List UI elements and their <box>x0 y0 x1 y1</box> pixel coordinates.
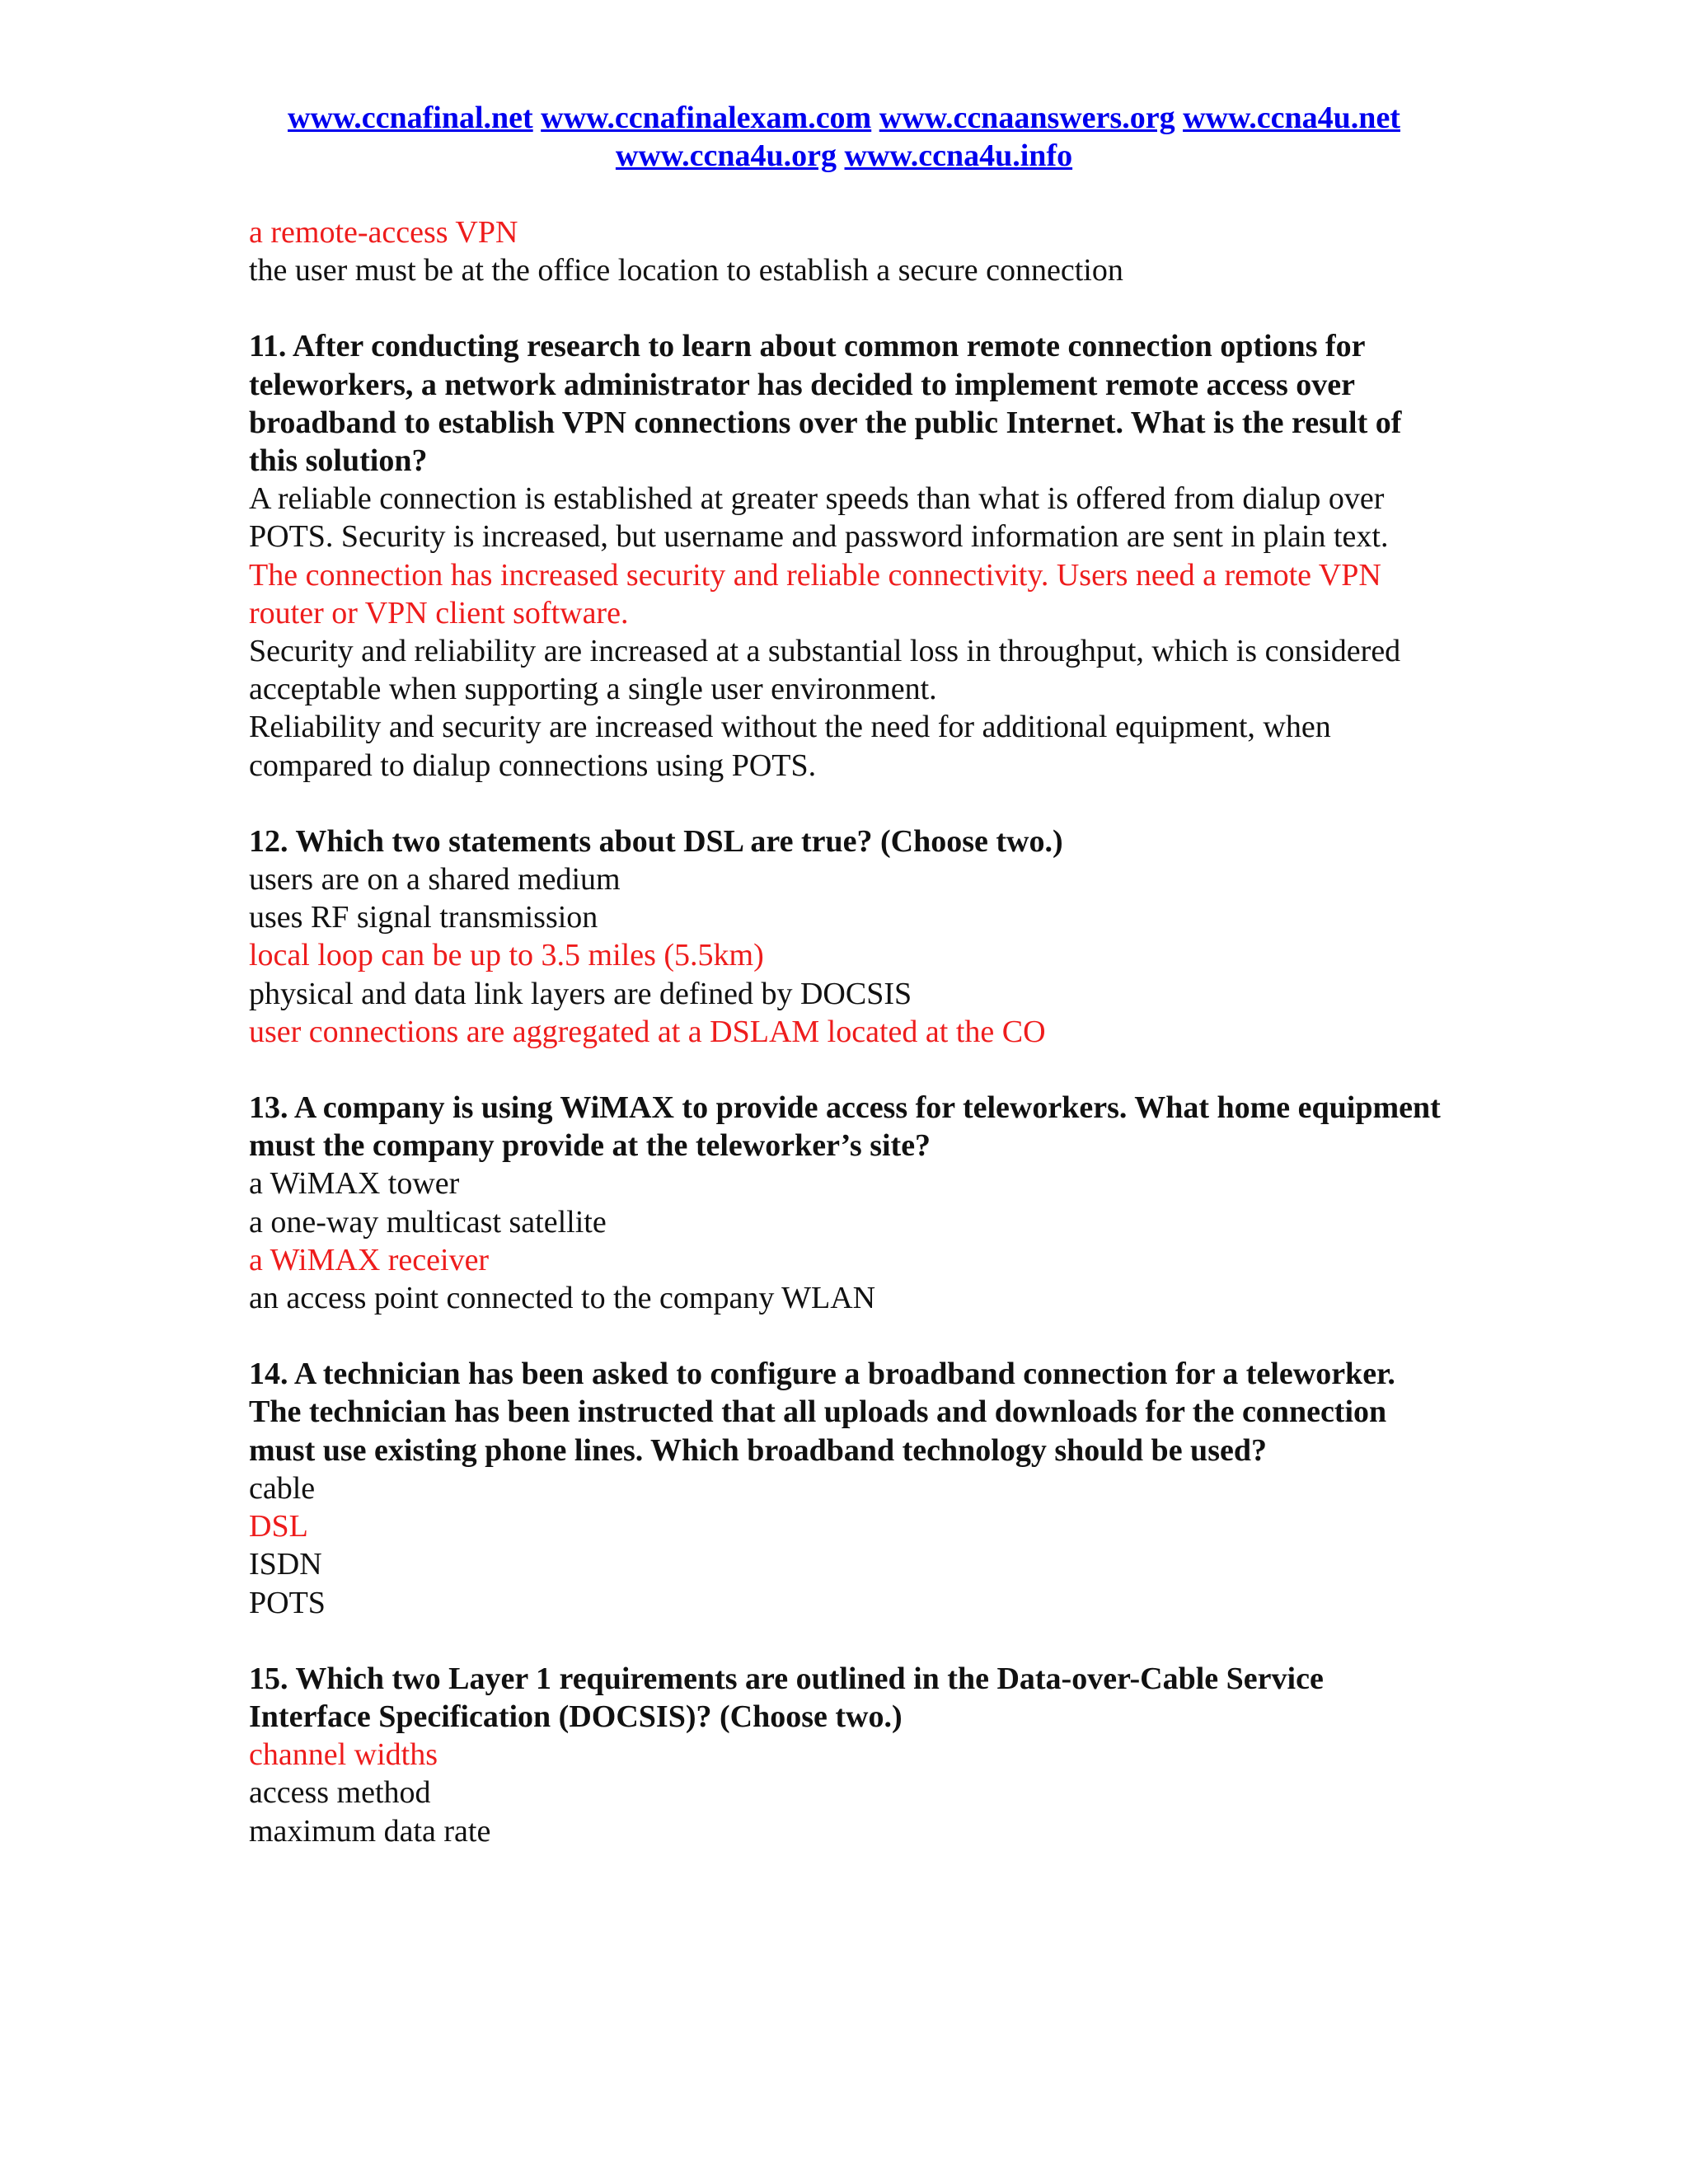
answer-option: ISDN <box>249 1547 322 1582</box>
header-links-line-2 <box>0 137 1688 175</box>
answer-option-correct: a WiMAX receiver <box>249 1242 490 1277</box>
question-block-14 <box>249 1355 1452 1621</box>
question-text: 14. A technician has been asked to configure a broadband connection for a teleworker. The technician has been instructed that all uploads and downloads for the connection must use existing phone lines. Which broadband technology should be used? <box>249 1357 1395 1468</box>
answer-option: a one-way multicast satellite <box>249 1204 607 1240</box>
answer-option: the user must be at the office location to establish a secure connection <box>249 253 1123 288</box>
answer-option: Security and reliability are increased at a substantial loss in throughput, which is considered acceptable when supporting a single user environment. <box>249 634 1401 707</box>
question-number: 14 <box>249 1357 280 1392</box>
question-prompt: Which two statements about DSL are true? (Choose two.) <box>295 823 1063 859</box>
answer-option-correct: DSL <box>249 1509 308 1544</box>
question-number: 12 <box>249 823 280 859</box>
header-link-ccnafinal-net[interactable]: www.ccnafinal.net <box>288 101 533 135</box>
answer-option: a WiMAX tower <box>249 1166 460 1202</box>
header-links <box>0 99 1688 175</box>
answer-option-correct: The connection has increased security and reliable connectivity. Users need a remote VPN router or VPN client software. <box>249 557 1381 630</box>
header-links-line-1 <box>0 99 1688 137</box>
answer-option: an access point connected to the company WLAN <box>249 1281 876 1316</box>
answer-option: access method <box>249 1775 431 1811</box>
answer-option: Reliability and security are increased without the need for additional equipment, when compared to dialup connections using POTS. <box>249 710 1331 783</box>
question-text: 13. A company is using WiMAX to provide access for teleworkers. What home equipment must the company provide at the teleworker’s site? <box>249 1090 1441 1164</box>
answer-option-correct: local loop can be up to 3.5 miles (5.5km) <box>249 938 764 973</box>
question-block-15 <box>249 1660 1452 1850</box>
question-number: 13 <box>249 1090 280 1126</box>
answer-option-correct: user connections are aggregated at a DSLAM located at the CO <box>249 1014 1046 1049</box>
answer-option: uses RF signal transmission <box>249 900 598 935</box>
question-number: 15 <box>249 1661 280 1696</box>
answer-option: cable <box>249 1470 316 1506</box>
answer-option: A reliable connection is established at greater speeds than what is offered from dialup over POTS. Security is increased, but username and password information are sent in plain text. <box>249 481 1389 555</box>
answer-option: maximum data rate <box>249 1813 491 1849</box>
header-link-ccnaanswers-org[interactable]: www.ccnaanswers.org <box>879 101 1175 135</box>
question-prompt: A company is using WiMAX to provide access for teleworkers. What home equipment must the company provide at the teleworker’s site? <box>249 1090 1441 1164</box>
question-block-12 <box>249 823 1452 1051</box>
question-text: 12. Which two statements about DSL are true? (Choose two.) <box>249 823 1063 859</box>
header-link-ccnafinalexam-com[interactable]: www.ccnafinalexam.com <box>541 101 872 135</box>
answer-option-correct: a remote-access VPN <box>249 215 518 250</box>
question-prompt: After conducting research to learn about common remote connection options for teleworkers, a network administrator has decided to implement remote access over broadband to establish VPN connections over the public Internet. What is the result of this solution? <box>249 329 1402 479</box>
question-block-11 <box>249 327 1452 784</box>
question-number: 11 <box>249 329 279 364</box>
answer-option: POTS <box>249 1585 326 1620</box>
answer-option-correct: channel widths <box>249 1737 438 1773</box>
answer-option: users are on a shared medium <box>249 862 621 898</box>
question-prompt: A technician has been asked to configure a broadband connection for a teleworker. The technician has been instructed that all uploads and downloads for the connection must use existing phone lines. Which broadband technology should be used? <box>249 1357 1395 1468</box>
question-block-13 <box>249 1089 1452 1317</box>
answer-option: physical and data link layers are defined by DOCSIS <box>249 976 912 1011</box>
document-body <box>249 213 1452 1850</box>
header-link-ccna4u-net[interactable]: www.ccna4u.net <box>1183 101 1400 135</box>
carryover-options <box>249 213 1452 289</box>
question-prompt: Which two Layer 1 requirements are outlined in the Data-over-Cable Service Interface Specification (DOCSIS)? (Choose two.) <box>249 1661 1324 1734</box>
header-link-ccna4u-info[interactable]: www.ccna4u.info <box>844 138 1073 173</box>
question-text: 15. Which two Layer 1 requirements are outlined in the Data-over-Cable Service Interface Specification (DOCSIS)? (Choose two.) <box>249 1661 1324 1734</box>
question-text: 11. After conducting research to learn about common remote connection options for teleworkers, a network administrator has decided to implement remote access over broadband to establish VPN connections over the public Internet. What is the result of this solution? <box>249 329 1402 479</box>
header-link-ccna4u-org[interactable]: www.ccna4u.org <box>615 138 837 173</box>
